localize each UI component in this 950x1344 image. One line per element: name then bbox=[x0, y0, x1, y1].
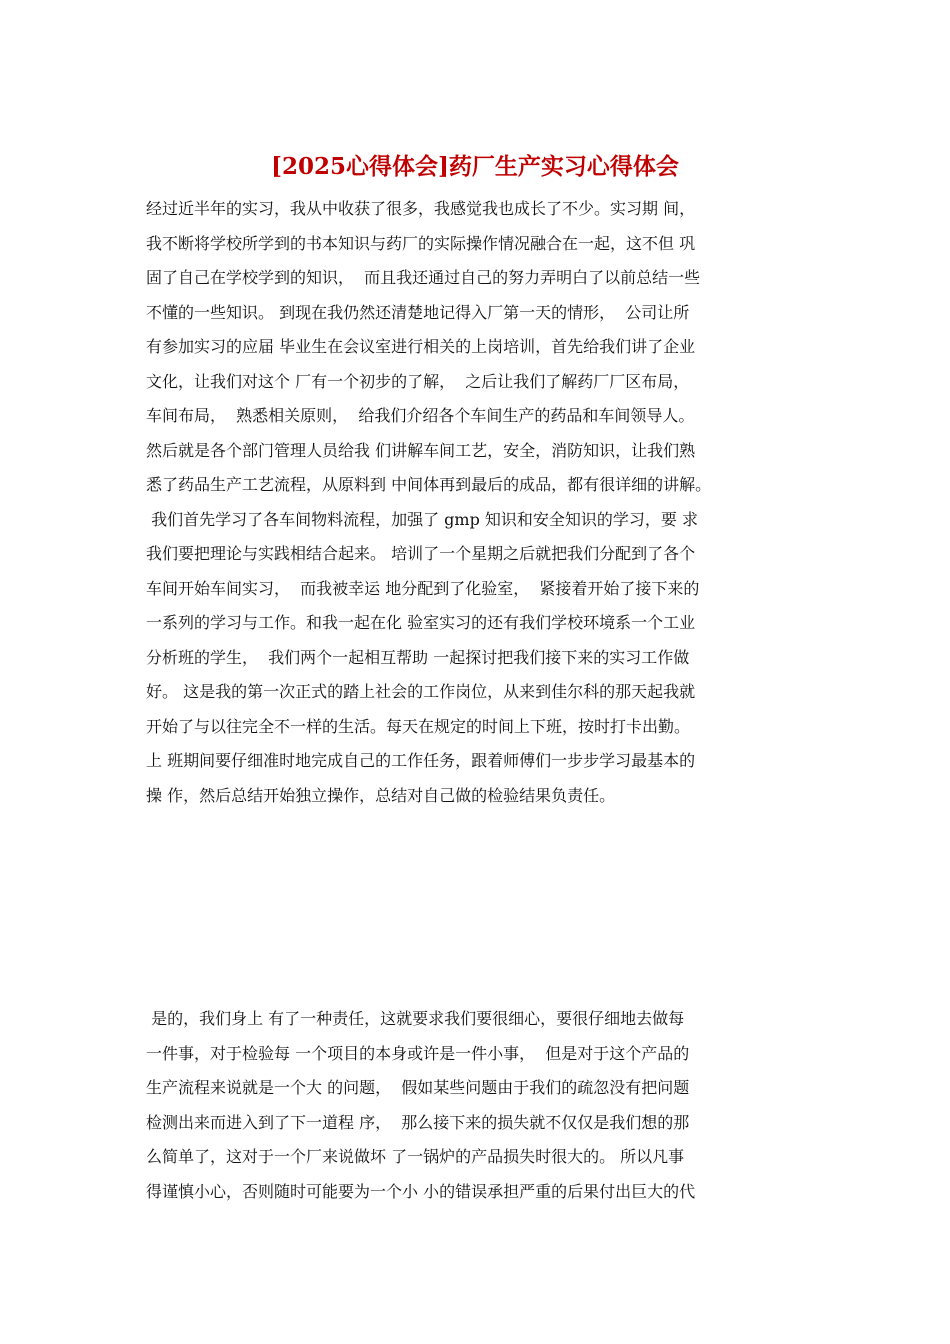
text-line: 我们要把理论与实践相结合起来。 培训了一个星期之后就把我们分配到了各个 bbox=[146, 544, 696, 563]
text-line: 车间开始车间实习， 而我被幸运 地分配到了化验室， 紧接着开始了接下来的 bbox=[146, 578, 700, 598]
text-line: 分析班的学生， 我们两个一起相互帮助 一起探讨把我们接下来的实习工作做 bbox=[146, 647, 690, 667]
text-line: 固了自己在学校学到的知识， 而且我还通过自己的努力弄明白了以前总结一些 bbox=[146, 268, 701, 287]
body-paragraph-1 bbox=[146, 192, 826, 813]
text-line: 一件事，对于检验每 一个项目的本身或许是一件小事， 但是对于这个产品的 bbox=[146, 1043, 690, 1063]
text-line: 一系列的学习与工作。和我一起在化 验室实习的还有我们学校环境系一个工业 bbox=[146, 613, 696, 632]
text-line: 得谨慎小心，否则随时可能要为一个小 小的错误承担严重的后果付出巨大的代 bbox=[146, 1181, 696, 1201]
text-line: 经过近半年的实习，我从中收获了很多，我感觉我也成长了不少。实习期 间， bbox=[146, 199, 696, 218]
body-paragraph-2 bbox=[146, 1002, 826, 1209]
text-line: 有参加实习的应届 毕业生在会议室进行相关的上岗培训，首先给我们讲了企业 bbox=[146, 337, 696, 356]
text-line: 悉了药品生产工艺流程，从原料到 中间体再到最后的成品，都有很详细的讲解。 bbox=[146, 475, 712, 494]
text-line: 文化，让我们对这个 厂有一个初步的了解， 之后让我们了解药厂厂区布局， bbox=[146, 371, 690, 391]
text-line: 生产流程来说就是一个大 的问题， 假如某些问题由于我们的疏忽没有把问题 bbox=[146, 1078, 690, 1097]
text-line: 然后就是各个部门管理人员给我 们讲解车间工艺，安全，消防知识，让我们熟 bbox=[146, 440, 696, 460]
text-line: 么简单了，这对于一个厂来说做坏 了一锅炉的产品损失时很大的。 所以凡事 bbox=[146, 1147, 685, 1166]
text-line: 上 班期间要仔细准时地完成自己的工作任务，跟着师傅们一步步学习最基本的 bbox=[146, 751, 696, 770]
text-line: 操 作，然后总结开始独立操作，总结对自己做的检验结果负责任。 bbox=[146, 785, 616, 805]
text-line: 我们首先学习了各车间物料流程，加强了 gmp 知识和安全知识的学习，要 求 bbox=[146, 509, 699, 529]
text-line: 我不断将学校所学到的书本知识与药厂的实际操作情况融合在一起，这不但 巩 bbox=[146, 233, 696, 253]
text-line: 检测出来而进入到了下一道程 序， 那么接下来的损失就不仅仅是我们想的那 bbox=[146, 1112, 690, 1132]
text-line: 车间布局， 熟悉相关原则， 给我们介绍各个车间生产的药品和车间领导人。 bbox=[146, 406, 695, 425]
text-line: 开始了与以往完全不一样的生活。每天在规定的时间上下班，按时打卡出勤。 bbox=[146, 716, 691, 736]
text-line: 不懂的一些知识。 到现在我仍然还清楚地记得入厂第一天的情形， 公司让所 bbox=[146, 302, 690, 322]
text-line: 是的，我们身上 有了一种责任，这就要求我们要很细心，要很仔细地去做每 bbox=[146, 1009, 685, 1028]
document-title: [2025心得体会]药厂生产实习心得体会 bbox=[271, 153, 679, 180]
text-line: 好。 这是我的第一次正式的踏上社会的工作岗位，从来到佳尔科的那天起我就 bbox=[146, 682, 696, 701]
